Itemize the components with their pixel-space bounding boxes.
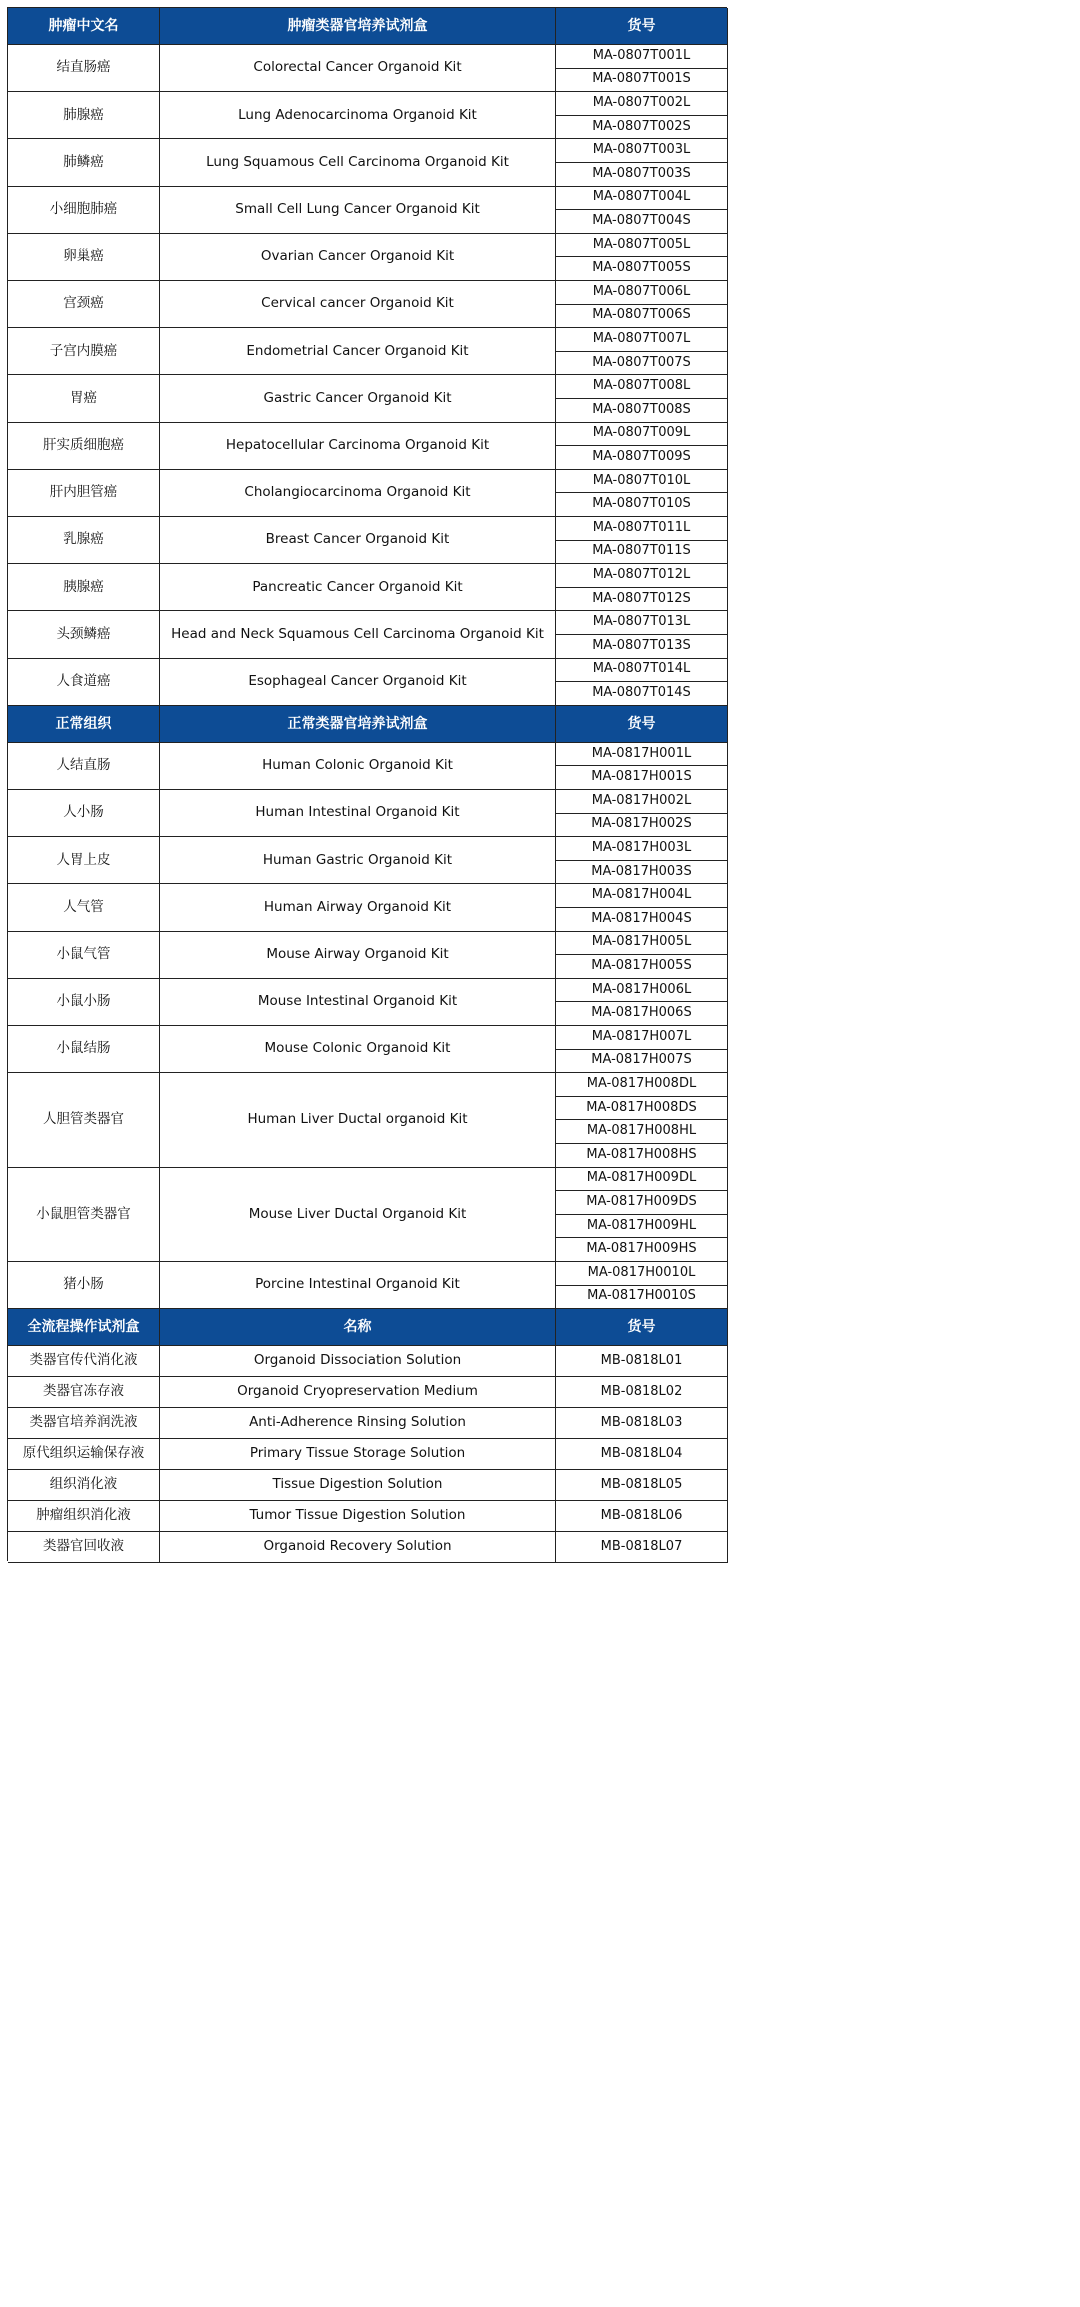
tumor-header-col1: 肿瘤中文名 — [8, 8, 160, 45]
tumor-row-english-name: Head and Neck Squamous Cell Carcinoma Organoid Kit — [160, 611, 556, 658]
product-catalog-table — [7, 7, 727, 1561]
tumor-row-catalog-number: MA-0807T011S — [556, 541, 728, 565]
normal-row-english-name: Human Gastric Organoid Kit — [160, 837, 556, 884]
tumor-row-chinese-name: 头颈鳞癌 — [8, 611, 160, 658]
tumor-row-chinese-name: 宫颈癌 — [8, 281, 160, 328]
tumor-row-catalog-number: MA-0807T004L — [556, 187, 728, 211]
workflow-header-col3: 货号 — [556, 1309, 728, 1346]
tumor-header-col3: 货号 — [556, 8, 728, 45]
normal-row-english-name: Mouse Colonic Organoid Kit — [160, 1026, 556, 1073]
tumor-row-catalog-number: MA-0807T010L — [556, 470, 728, 494]
workflow-row-english-name: Organoid Cryopreservation Medium — [160, 1377, 556, 1408]
workflow-row-english-name: Tissue Digestion Solution — [160, 1470, 556, 1501]
tumor-row-catalog-number: MA-0807T006L — [556, 281, 728, 305]
normal-header-col2: 正常类器官培养试剂盒 — [160, 706, 556, 743]
workflow-row-english-name: Anti-Adherence Rinsing Solution — [160, 1408, 556, 1439]
normal-row-catalog-number: MA-0817H008HS — [556, 1144, 728, 1168]
tumor-row-catalog-number: MA-0807T006S — [556, 305, 728, 329]
tumor-row-chinese-name: 小细胞肺癌 — [8, 187, 160, 234]
tumor-row-catalog-number: MA-0807T007L — [556, 328, 728, 352]
normal-row-catalog-number: MA-0817H004S — [556, 908, 728, 932]
tumor-row-chinese-name: 子宫内膜癌 — [8, 328, 160, 375]
normal-row-catalog-number: MA-0817H008HL — [556, 1120, 728, 1144]
normal-row-chinese-name: 人胆管类器官 — [8, 1073, 160, 1167]
normal-row-catalog-number: MA-0817H0010S — [556, 1286, 728, 1310]
workflow-row-chinese-name: 组织消化液 — [8, 1470, 160, 1501]
tumor-row-chinese-name: 胰腺癌 — [8, 564, 160, 611]
normal-row-catalog-number: MA-0817H006L — [556, 979, 728, 1003]
normal-row-catalog-number: MA-0817H003S — [556, 861, 728, 885]
normal-row-english-name: Mouse Airway Organoid Kit — [160, 932, 556, 979]
normal-row-catalog-number: MA-0817H007L — [556, 1026, 728, 1050]
normal-row-catalog-number: MA-0817H002L — [556, 790, 728, 814]
normal-row-catalog-number: MA-0817H008DL — [556, 1073, 728, 1097]
tumor-row-catalog-number: MA-0807T008L — [556, 375, 728, 399]
workflow-row-catalog-number: MB-0818L04 — [556, 1439, 728, 1470]
workflow-row-chinese-name: 肿瘤组织消化液 — [8, 1501, 160, 1532]
tumor-row-catalog-number: MA-0807T012S — [556, 588, 728, 612]
normal-row-chinese-name: 人气管 — [8, 884, 160, 931]
normal-row-english-name: Mouse Intestinal Organoid Kit — [160, 979, 556, 1026]
normal-row-catalog-number: MA-0817H005S — [556, 955, 728, 979]
normal-row-catalog-number: MA-0817H0010L — [556, 1262, 728, 1286]
normal-row-catalog-number: MA-0817H001L — [556, 743, 728, 767]
tumor-row-catalog-number: MA-0807T010S — [556, 493, 728, 517]
normal-row-catalog-number: MA-0817H007S — [556, 1050, 728, 1074]
tumor-row-catalog-number: MA-0807T009L — [556, 423, 728, 447]
normal-row-chinese-name: 人胃上皮 — [8, 837, 160, 884]
normal-header-col3: 货号 — [556, 706, 728, 743]
tumor-row-chinese-name: 结直肠癌 — [8, 45, 160, 92]
tumor-row-english-name: Pancreatic Cancer Organoid Kit — [160, 564, 556, 611]
workflow-row-catalog-number: MB-0818L02 — [556, 1377, 728, 1408]
normal-row-catalog-number: MA-0817H009HL — [556, 1215, 728, 1239]
workflow-row-chinese-name: 类器官冻存液 — [8, 1377, 160, 1408]
workflow-row-english-name: Organoid Recovery Solution — [160, 1532, 556, 1563]
tumor-row-catalog-number: MA-0807T002L — [556, 92, 728, 116]
tumor-row-catalog-number: MA-0807T009S — [556, 446, 728, 470]
normal-row-catalog-number: MA-0817H002S — [556, 814, 728, 838]
tumor-row-chinese-name: 卵巢癌 — [8, 234, 160, 281]
tumor-row-english-name: Endometrial Cancer Organoid Kit — [160, 328, 556, 375]
tumor-row-chinese-name: 肺腺癌 — [8, 92, 160, 139]
tumor-row-catalog-number: MA-0807T004S — [556, 210, 728, 234]
normal-row-catalog-number: MA-0817H008DS — [556, 1097, 728, 1121]
tumor-row-chinese-name: 肺鳞癌 — [8, 139, 160, 186]
tumor-row-english-name: Lung Squamous Cell Carcinoma Organoid Kit — [160, 139, 556, 186]
workflow-header-col1: 全流程操作试剂盒 — [8, 1309, 160, 1346]
tumor-row-chinese-name: 肝实质细胞癌 — [8, 423, 160, 470]
normal-row-catalog-number: MA-0817H006S — [556, 1002, 728, 1026]
tumor-row-catalog-number: MA-0807T014L — [556, 659, 728, 683]
workflow-row-catalog-number: MB-0818L05 — [556, 1470, 728, 1501]
normal-row-catalog-number: MA-0817H001S — [556, 766, 728, 790]
tumor-row-english-name: Cholangiocarcinoma Organoid Kit — [160, 470, 556, 517]
workflow-row-english-name: Primary Tissue Storage Solution — [160, 1439, 556, 1470]
workflow-row-english-name: Organoid Dissociation Solution — [160, 1346, 556, 1377]
normal-row-catalog-number: MA-0817H009DL — [556, 1168, 728, 1192]
tumor-row-english-name: Colorectal Cancer Organoid Kit — [160, 45, 556, 92]
normal-row-chinese-name: 小鼠气管 — [8, 932, 160, 979]
normal-row-chinese-name: 小鼠胆管类器官 — [8, 1168, 160, 1262]
normal-row-chinese-name: 人结直肠 — [8, 743, 160, 790]
normal-row-chinese-name: 猪小肠 — [8, 1262, 160, 1309]
normal-row-english-name: Human Airway Organoid Kit — [160, 884, 556, 931]
tumor-row-english-name: Small Cell Lung Cancer Organoid Kit — [160, 187, 556, 234]
workflow-header-col2: 名称 — [160, 1309, 556, 1346]
tumor-row-catalog-number: MA-0807T003S — [556, 163, 728, 187]
tumor-row-english-name: Ovarian Cancer Organoid Kit — [160, 234, 556, 281]
workflow-row-chinese-name: 类器官传代消化液 — [8, 1346, 160, 1377]
normal-row-english-name: Human Liver Ductal organoid Kit — [160, 1073, 556, 1167]
tumor-header-col2: 肿瘤类器官培养试剂盒 — [160, 8, 556, 45]
normal-row-english-name: Human Intestinal Organoid Kit — [160, 790, 556, 837]
normal-row-catalog-number: MA-0817H009DS — [556, 1191, 728, 1215]
tumor-row-catalog-number: MA-0807T008S — [556, 399, 728, 423]
normal-row-chinese-name: 小鼠结肠 — [8, 1026, 160, 1073]
tumor-row-catalog-number: MA-0807T014S — [556, 682, 728, 706]
workflow-row-chinese-name: 类器官培养润洗液 — [8, 1408, 160, 1439]
normal-row-catalog-number: MA-0817H009HS — [556, 1238, 728, 1262]
tumor-row-catalog-number: MA-0807T001S — [556, 69, 728, 93]
workflow-row-chinese-name: 类器官回收液 — [8, 1532, 160, 1563]
normal-row-catalog-number: MA-0817H003L — [556, 837, 728, 861]
workflow-row-english-name: Tumor Tissue Digestion Solution — [160, 1501, 556, 1532]
workflow-row-catalog-number: MB-0818L06 — [556, 1501, 728, 1532]
tumor-row-english-name: Breast Cancer Organoid Kit — [160, 517, 556, 564]
tumor-row-catalog-number: MA-0807T011L — [556, 517, 728, 541]
tumor-row-catalog-number: MA-0807T012L — [556, 564, 728, 588]
normal-row-catalog-number: MA-0817H004L — [556, 884, 728, 908]
normal-row-chinese-name: 小鼠小肠 — [8, 979, 160, 1026]
normal-row-english-name: Porcine Intestinal Organoid Kit — [160, 1262, 556, 1309]
normal-header-col1: 正常组织 — [8, 706, 160, 743]
tumor-row-chinese-name: 人食道癌 — [8, 659, 160, 706]
tumor-row-english-name: Lung Adenocarcinoma Organoid Kit — [160, 92, 556, 139]
workflow-row-catalog-number: MB-0818L03 — [556, 1408, 728, 1439]
tumor-row-chinese-name: 乳腺癌 — [8, 517, 160, 564]
normal-row-catalog-number: MA-0817H005L — [556, 932, 728, 956]
tumor-row-english-name: Esophageal Cancer Organoid Kit — [160, 659, 556, 706]
tumor-row-catalog-number: MA-0807T001L — [556, 45, 728, 69]
tumor-row-catalog-number: MA-0807T007S — [556, 352, 728, 376]
workflow-row-catalog-number: MB-0818L07 — [556, 1532, 728, 1563]
tumor-row-english-name: Hepatocellular Carcinoma Organoid Kit — [160, 423, 556, 470]
tumor-row-chinese-name: 肝内胆管癌 — [8, 470, 160, 517]
tumor-row-catalog-number: MA-0807T013L — [556, 611, 728, 635]
tumor-row-english-name: Cervical cancer Organoid Kit — [160, 281, 556, 328]
normal-row-english-name: Mouse Liver Ductal Organoid Kit — [160, 1168, 556, 1262]
workflow-row-chinese-name: 原代组织运输保存液 — [8, 1439, 160, 1470]
tumor-row-catalog-number: MA-0807T005S — [556, 257, 728, 281]
tumor-row-catalog-number: MA-0807T005L — [556, 234, 728, 258]
tumor-row-catalog-number: MA-0807T003L — [556, 139, 728, 163]
tumor-row-chinese-name: 胃癌 — [8, 375, 160, 422]
tumor-row-english-name: Gastric Cancer Organoid Kit — [160, 375, 556, 422]
tumor-row-catalog-number: MA-0807T013S — [556, 635, 728, 659]
tumor-row-catalog-number: MA-0807T002S — [556, 116, 728, 140]
workflow-row-catalog-number: MB-0818L01 — [556, 1346, 728, 1377]
normal-row-english-name: Human Colonic Organoid Kit — [160, 743, 556, 790]
normal-row-chinese-name: 人小肠 — [8, 790, 160, 837]
